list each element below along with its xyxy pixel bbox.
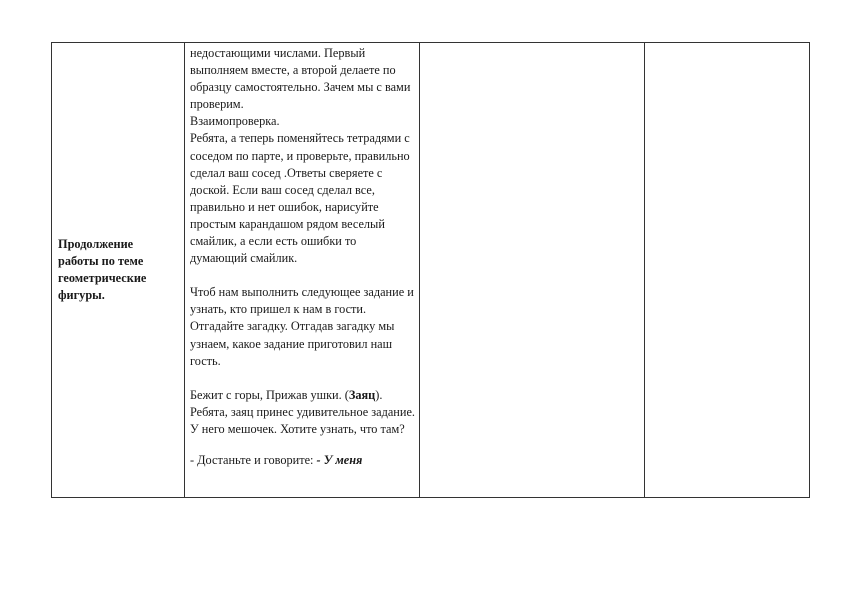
paragraph-hare-task: Ребята, заяц принес удивительное задание. У него мешочек. Хотите узнать, что там? xyxy=(190,404,415,436)
empty-cell-3 xyxy=(420,43,645,498)
lesson-plan-table xyxy=(51,42,810,498)
sample-phrase: - У меня xyxy=(316,452,363,467)
table-row xyxy=(52,43,810,498)
paragraph-riddle-intro: Чтоб нам выполнить следующее задание и узнать, кто пришел к нам в гости. Отгадайте загадку. Отгадав загадку мы узнаем, какое задание приготовил наш гость. xyxy=(190,285,414,368)
paragraph-instructions: недостающими числами. Первый выполняем вместе, а второй делаете по образцу самостоятельно. Зачем мы с вами проверим. xyxy=(190,46,411,112)
paragraph-riddle: Бежит с горы, Прижав ушки. (Заяц). xyxy=(190,387,383,402)
content-cell xyxy=(185,43,420,498)
section-title-cell xyxy=(52,43,185,498)
paragraph-instruction-speak: - Достаньте и говорите: - У меня xyxy=(190,452,363,467)
section-title: Продолжение работы по теме геометрические фигуры. xyxy=(58,237,147,302)
riddle-answer: Заяц xyxy=(348,387,376,402)
paragraph-swap-notebooks: Ребята, а теперь поменяйтесь тетрадями с соседом по парте, и проверьте, правильно сделал ваш сосед .Ответы сверяете с доской. Если ваш сосед сделал все, правильно и нет ошибок, нарисуйте простым карандашом рядом веселый смайлик, а если есть ошибки то думающий смайлик. xyxy=(190,131,410,266)
paragraph-mutual-check: Взаимопроверка. xyxy=(190,114,280,129)
empty-cell-4 xyxy=(645,43,810,498)
